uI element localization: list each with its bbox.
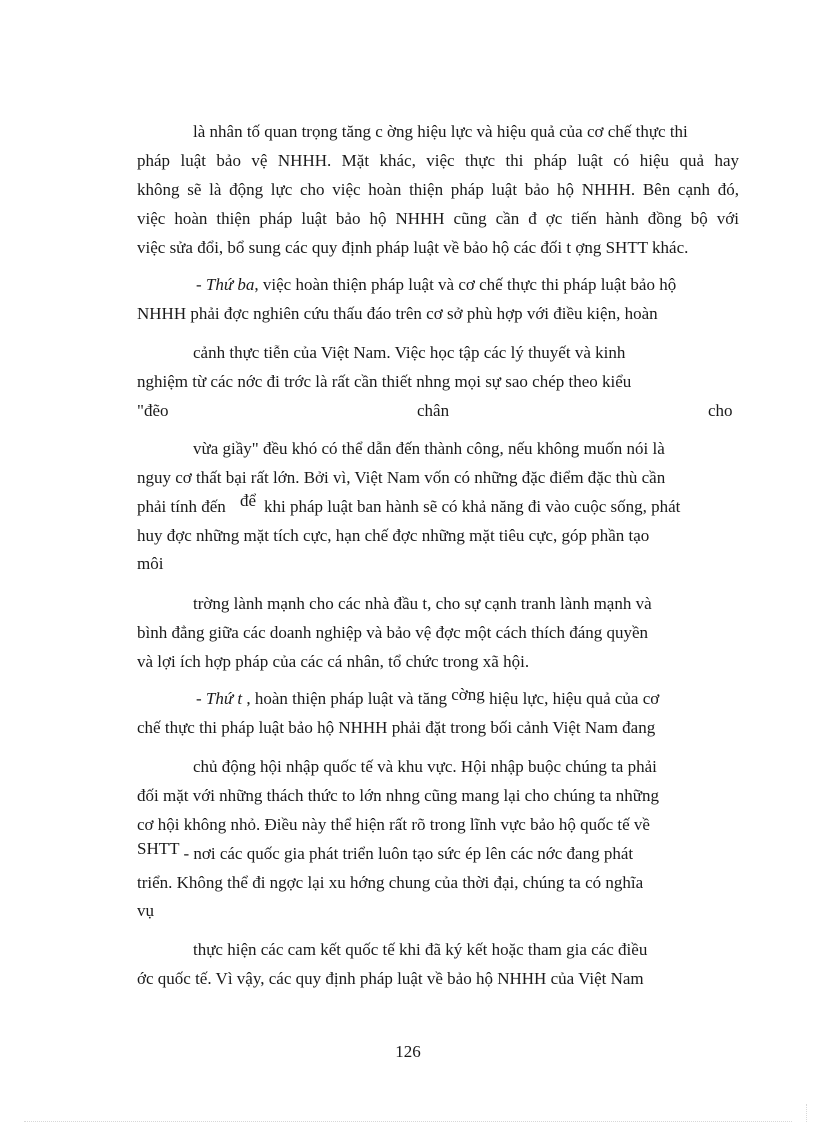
text-fragment: chân [417,401,450,420]
text-line: triển. Không thể đi ngợc lại xu hớng chung của thời đại, chúng ta có nghĩa [137,873,644,892]
shtt-rest: - nơi các quốc gia phát triển luôn tạo sức ép lên các nớc đang phát [179,844,634,863]
raised-word: cờng [451,688,485,704]
text-fragment: cho [708,401,733,420]
text-line-fourth-point [196,688,739,710]
text-fragment: phải tính đến [137,497,226,516]
text-line: việc hoàn thiện pháp luật bảo hộ NHHH cũng cần đ ợc tiến hành đồng bộ với [137,209,739,228]
text-line: chủ động hội nhập quốc tế và khu vực. Hội nhập buộc chúng ta phải [193,757,657,776]
text-line: không sẽ là động lực cho việc hoàn thiện pháp luật bảo hộ NHHH. Bên cạnh đó, [137,180,739,199]
third-rest: , việc hoàn thiện pháp luật và cơ chế thực thi pháp luật bảo hộ [254,275,677,294]
text-line: là nhân tố quan trọng tăng c ờng hiệu lực và hiệu quả của cơ chế thực thi [193,122,688,141]
text-fragment: "đẽo [137,401,169,420]
text-line: huy đợc những mặt tích cực, hạn chế đợc những mặt tiêu cực, góp phần tạo [137,526,650,545]
text-line: môi [137,554,164,573]
fourth-tail: hiệu lực, hiệu quả của cơ [484,689,660,708]
third-label: Thứ ba [205,275,255,294]
text-line: pháp luật bảo vệ NHHH. Mặt khác, việc thực thi pháp luật có hiệu quả hay [137,151,739,170]
text-line: nguy cơ thất bại rất lớn. Bởi vì, Việt Nam vốn có những đặc điểm đặc thù cần [137,468,666,487]
text-line: cơ hội không nhỏ. Điều này thể hiện rất rõ trong lĩnh vực bảo hộ quốc tế về [137,815,650,834]
text-line-shtt [137,843,739,865]
text-fragment: để [240,491,257,510]
text-line: thực hiện các cam kết quốc tế khi đã ký kết hoặc tham gia các điều [193,940,648,959]
text-line: và lợi ích hợp pháp của các cá nhân, tổ chức trong xã hội. [137,652,530,671]
text-line: đối mặt với những thách thức to lớn nhng cũng mang lại cho chúng ta những [137,786,660,805]
text-line: chế thực thi pháp luật bảo hộ NHHH phải đặt trong bối cảnh Việt Nam đang [137,718,656,737]
page-border-bottom [24,1121,792,1122]
text-line: ớc quốc tế. Vì vậy, các quy định pháp luật về bảo hộ NHHH của Việt Nam [137,969,644,988]
text-line: bình đẳng giữa các doanh nghiệp và bảo vệ đợc một cách thích đáng quyền [137,623,649,642]
fourth-label: Thứ t [205,689,243,708]
text-line: NHHH phải đợc nghiên cứu thấu đáo trên cơ sở phù hợp với điều kiện, hoàn [137,304,658,323]
text-line: trờng lành mạnh cho các nhà đầu t, cho sự cạnh tranh lành mạnh và [193,594,652,613]
text-line: cảnh thực tiễn của Việt Nam. Việc học tập các lý thuyết và kinh [193,343,626,362]
text-line: vừa giầy" đều khó có thể dẫn đến thành công, nếu không muốn nói là [193,439,665,458]
shtt-term: SHTT [137,843,180,858]
page-number: 126 [395,1042,421,1061]
text-line: vụ [137,901,154,920]
dash: - [196,275,206,294]
text-line-third-point [196,274,739,296]
text-line: khi pháp luật ban hành sẽ có khả năng đi vào cuộc sống, phát [264,497,681,516]
text-line: việc sửa đổi, bổ sung các quy định pháp luật về bảo hộ các đối t ợng SHTT khác. [137,238,689,257]
text-line: nghiệm từ các nớc đi trớc là rất cần thiết nhng mọi sự sao chép theo kiểu [137,372,632,391]
page-border-right [806,1104,807,1122]
fourth-rest: , hoàn thiện pháp luật và tăng [242,689,452,708]
dash: - [196,689,206,708]
